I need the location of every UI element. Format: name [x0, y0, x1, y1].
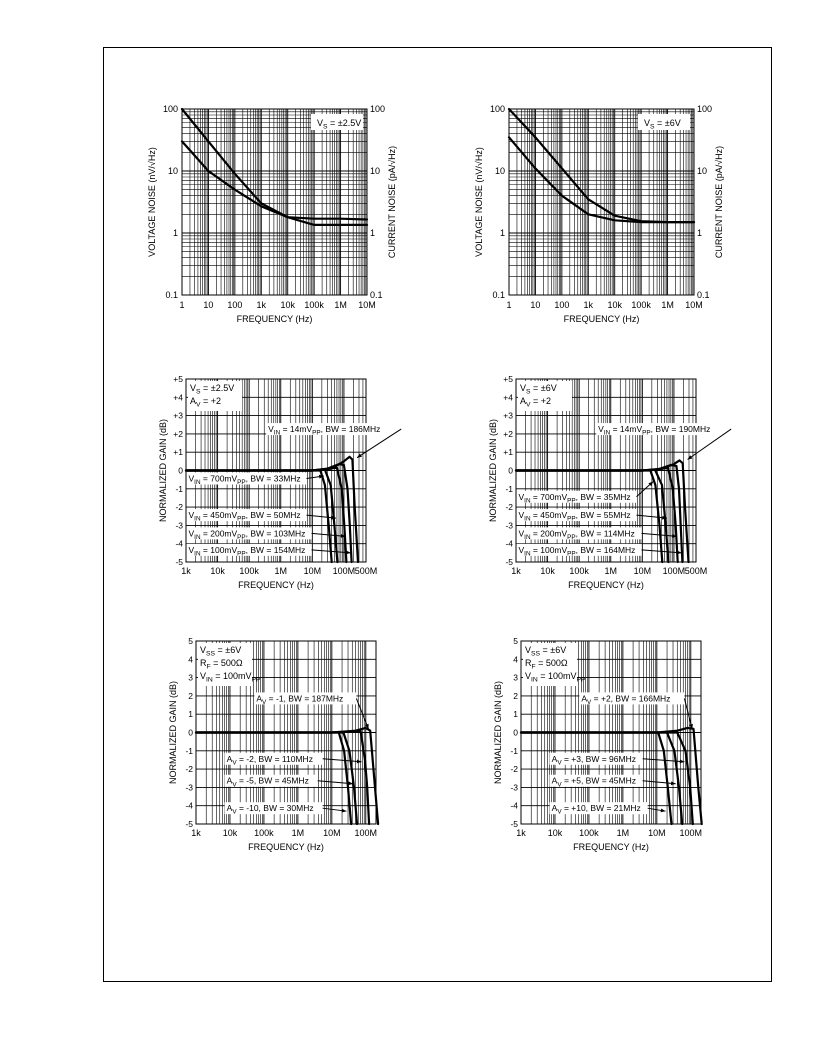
y-tick-label: 5 [188, 636, 193, 646]
y-tick-label: +5 [173, 374, 183, 384]
y-tick-label: -1 [505, 483, 513, 494]
y-tick-label: 0 [508, 465, 513, 476]
x-tick-label: 10k [280, 300, 295, 310]
series-label: $V_{IN} = 450mV_{PP}$, BW = 50MHz [188, 510, 301, 523]
series-label-arrow [643, 759, 685, 762]
y-tick-label: +5 [503, 374, 513, 384]
x-tick-label: 100 [227, 300, 243, 310]
y-tick-label: -3 [505, 520, 513, 531]
series-label: $V_{IN} = 100mV_{PP}$, BW = 164MHz [518, 544, 636, 558]
y-tick-label: -4 [185, 800, 193, 811]
legend-label: $V_S = \pm 2.5V$ [317, 118, 362, 131]
y-axis-label: NORMALIZED GAIN (dB) [158, 418, 168, 523]
series-label: $V_{IN} = 700mV_{PP}$, BW = 35MHz [518, 491, 631, 505]
y2-axis-label: CURRENT NOISE (pA/√Hz) [387, 145, 397, 259]
y-tick-label: 100 [162, 104, 178, 114]
x-tick-label: 1k [511, 566, 521, 576]
y-tick-label: -4 [175, 538, 183, 549]
y-tick-label: 0 [188, 727, 193, 738]
x-tick-label: 10M [685, 300, 703, 310]
y2-tick-label: 100 [697, 104, 713, 114]
y2-tick-label: 1 [697, 228, 703, 238]
y-tick-label: -4 [510, 800, 518, 811]
y-tick-label: 0.1 [492, 290, 505, 300]
y-tick-label: +1 [503, 447, 513, 458]
y-tick-label: -3 [510, 782, 518, 793]
x-tick-label: 10 [203, 300, 214, 310]
x-tick-label: 100M [354, 828, 378, 838]
legend-label: $V_{SS} = \pm 6V$ [200, 645, 242, 658]
gain-vs-frequency-chart-6v [480, 370, 710, 605]
y-tick-label: 2 [188, 690, 193, 701]
y2-tick-label: 0.1 [370, 290, 383, 300]
x-tick-label: 1M [604, 566, 618, 576]
x-axis-label: FREQUENCY (Hz) [238, 580, 314, 590]
y-tick-label: -2 [185, 764, 193, 775]
voltage-current-noise-chart-2v5 [140, 103, 400, 343]
series-label: $V_{IN} = 14mV_{PP}$, BW = 186MHz [268, 424, 381, 437]
y-tick-label: -1 [175, 483, 183, 494]
y-tick-label: -1 [510, 745, 518, 756]
y-tick-label: 3 [513, 672, 518, 683]
x-tick-label: 100M [679, 828, 703, 838]
y-tick-label: -3 [175, 520, 183, 531]
x-tick-label: 10M [633, 566, 652, 576]
x-tick-label: 10M [358, 300, 376, 310]
y-tick-label: +2 [503, 428, 513, 439]
y-tick-label: 1 [188, 709, 193, 720]
series-label: $A_V = -2$, BW = 110MHz [226, 753, 313, 767]
legend-label: $V_{IN} = 100mV_{PP}$ [525, 671, 586, 684]
x-axis-label: FREQUENCY (Hz) [568, 580, 644, 590]
legend-label: $V_S = \pm 6V$ [644, 118, 681, 131]
legend-label: $A_V = +2$ [190, 396, 222, 409]
x-tick-label: 10M [323, 828, 341, 838]
voltage-current-noise-chart-6v [467, 103, 727, 343]
grid [509, 109, 694, 295]
gain-vs-frequency-chart-noninverting [485, 632, 715, 867]
y-tick-label: +3 [173, 410, 183, 421]
y-tick-label: 1 [513, 709, 518, 720]
x-tick-label: 100M [662, 566, 686, 576]
series-label-arrow [643, 781, 676, 784]
y-tick-label: 0 [178, 465, 183, 476]
y-axis-label: VOLTAGE NOISE (nV/√Hz) [147, 147, 157, 257]
x-tick-label: 1k [191, 828, 201, 838]
x-tick-label: 10k [547, 828, 563, 838]
x-axis-label: FREQUENCY (Hz) [236, 314, 313, 324]
series-label: $V_{IN} = 200mV_{PP}$, BW = 114MHz [518, 528, 635, 541]
y-tick-label: +4 [173, 392, 183, 403]
arrow-head [680, 760, 685, 764]
series-label: $A_V = +5$, BW = 45MHz [551, 775, 636, 789]
legend-label: $V_S = \pm 2.5V$ [190, 383, 235, 396]
series-label: $V_{IN} = 700mV_{PP}$, BW = 33MHz [188, 473, 301, 487]
y-tick-label: -2 [505, 502, 513, 513]
series-label: $A_V = +3$, BW = 96MHz [551, 753, 636, 767]
y-tick-label: 10 [167, 166, 178, 176]
x-tick-label: 1k [516, 828, 526, 838]
gain-vs-frequency-chart-inverting [160, 632, 390, 867]
x-axis-label: FREQUENCY (Hz) [248, 842, 324, 852]
x-tick-label: 100M [332, 566, 356, 576]
x-tick-label: 10M [303, 566, 322, 576]
y-tick-label: -5 [505, 557, 513, 567]
y-tick-label: 1 [172, 228, 178, 238]
y-axis-label: NORMALIZED GAIN (dB) [493, 680, 503, 785]
y-tick-label: -3 [185, 782, 193, 793]
x-tick-label: 10k [222, 828, 238, 838]
x-tick-label: 500M [354, 566, 378, 576]
y2-tick-label: 10 [370, 166, 381, 176]
series-label: $V_{IN} = 450mV_{PP}$, BW = 55MHz [518, 510, 631, 523]
x-tick-label: 500M [684, 566, 708, 576]
y-tick-label: 3 [188, 672, 193, 683]
x-tick-label: 100k [304, 300, 324, 310]
y-tick-label: -5 [510, 819, 518, 829]
x-tick-label: 1k [256, 300, 267, 310]
arrow-head [661, 809, 666, 813]
series-label: $V_{IN} = 200mV_{PP}$, BW = 103MHz [188, 528, 306, 541]
y2-tick-label: 0.1 [697, 290, 710, 300]
y-tick-label: 0.1 [165, 290, 178, 300]
x-tick-label: 10k [607, 300, 622, 310]
gain-vs-frequency-chart-2v5 [150, 370, 380, 605]
x-tick-label: 100k [631, 300, 651, 310]
y-tick-label: -5 [175, 557, 183, 567]
arrow-head [357, 454, 362, 458]
legend-label: $V_{SS} = \pm 6V$ [525, 645, 567, 658]
y-tick-label: -4 [505, 538, 513, 549]
y-tick-label: 2 [513, 690, 518, 701]
legend-label: $R_F = 500\Omega$ [200, 658, 243, 671]
y-tick-label: 4 [513, 654, 518, 665]
series-label: $V_{IN} = 14mV_{PP}$, BW = 190MHz [598, 424, 711, 437]
y2-tick-label: 1 [370, 228, 376, 238]
arrow-head [688, 455, 693, 459]
x-tick-label: 1k [583, 300, 594, 310]
y-axis-label: NORMALIZED GAIN (dB) [488, 418, 498, 523]
y-axis-label: VOLTAGE NOISE (nV/√Hz) [474, 147, 484, 257]
y-tick-label: 1 [499, 228, 505, 238]
legend-label: $V_S = \pm 6V$ [520, 383, 557, 396]
series-label: $A_V = +10$, BW = 21MHz [551, 803, 641, 816]
y-axis-label: NORMALIZED GAIN (dB) [168, 680, 178, 785]
x-tick-label: 100k [254, 828, 274, 838]
y-tick-label: -5 [185, 819, 193, 829]
x-tick-label: 1k [181, 566, 191, 576]
y2-tick-label: 10 [697, 166, 708, 176]
x-tick-label: 1 [179, 300, 185, 310]
x-tick-label: 1M [616, 828, 630, 838]
legend-label: $V_{IN} = 100mV_{PP}$ [200, 671, 261, 684]
legend-label: $R_F = 500\Omega$ [525, 658, 568, 671]
series-label: $A_V = -5$, BW = 45MHz [226, 775, 309, 789]
x-tick-label: 10k [540, 566, 555, 576]
x-tick-label: 10M [648, 828, 666, 838]
x-tick-label: 1M [274, 566, 288, 576]
series-label: $A_V = -10$, BW = 30MHz [226, 803, 314, 816]
series-label: $V_{IN} = 100mV_{PP}$, BW = 154MHz [188, 544, 306, 558]
series-label: $A_V = -1$, BW = 187MHz [256, 693, 344, 706]
x-tick-label: 100k [239, 566, 259, 576]
y2-tick-label: 100 [370, 104, 386, 114]
y-tick-label: +2 [173, 428, 183, 439]
x-axis-label: FREQUENCY (Hz) [563, 314, 640, 324]
y-tick-label: 0 [513, 727, 518, 738]
y-tick-label: +3 [503, 410, 513, 421]
y-tick-label: -2 [510, 764, 518, 775]
y-tick-label: +4 [503, 392, 513, 403]
y-tick-label: +1 [173, 447, 183, 458]
x-tick-label: 1M [291, 828, 305, 838]
x-tick-label: 100k [579, 828, 599, 838]
series-label: $A_V = +2$, BW = 166MHz [581, 693, 671, 706]
y-tick-label: 100 [489, 104, 505, 114]
x-tick-label: 100k [569, 566, 589, 576]
y2-axis-label: CURRENT NOISE (pA/√Hz) [714, 145, 724, 259]
y-tick-label: 10 [494, 166, 505, 176]
y-tick-label: 5 [513, 636, 518, 646]
x-tick-label: 10k [210, 566, 225, 576]
legend-label: $A_V = +2$ [520, 396, 552, 409]
y-tick-label: -1 [185, 745, 193, 756]
x-tick-label: 1M [334, 300, 347, 310]
y-tick-label: -2 [175, 502, 183, 513]
grid [182, 109, 367, 295]
x-axis-label: FREQUENCY (Hz) [573, 842, 649, 852]
x-tick-label: 1M [661, 300, 674, 310]
x-tick-label: 100 [554, 300, 570, 310]
x-tick-label: 10 [530, 300, 541, 310]
x-tick-label: 1 [506, 300, 512, 310]
y-tick-label: 4 [188, 654, 193, 665]
